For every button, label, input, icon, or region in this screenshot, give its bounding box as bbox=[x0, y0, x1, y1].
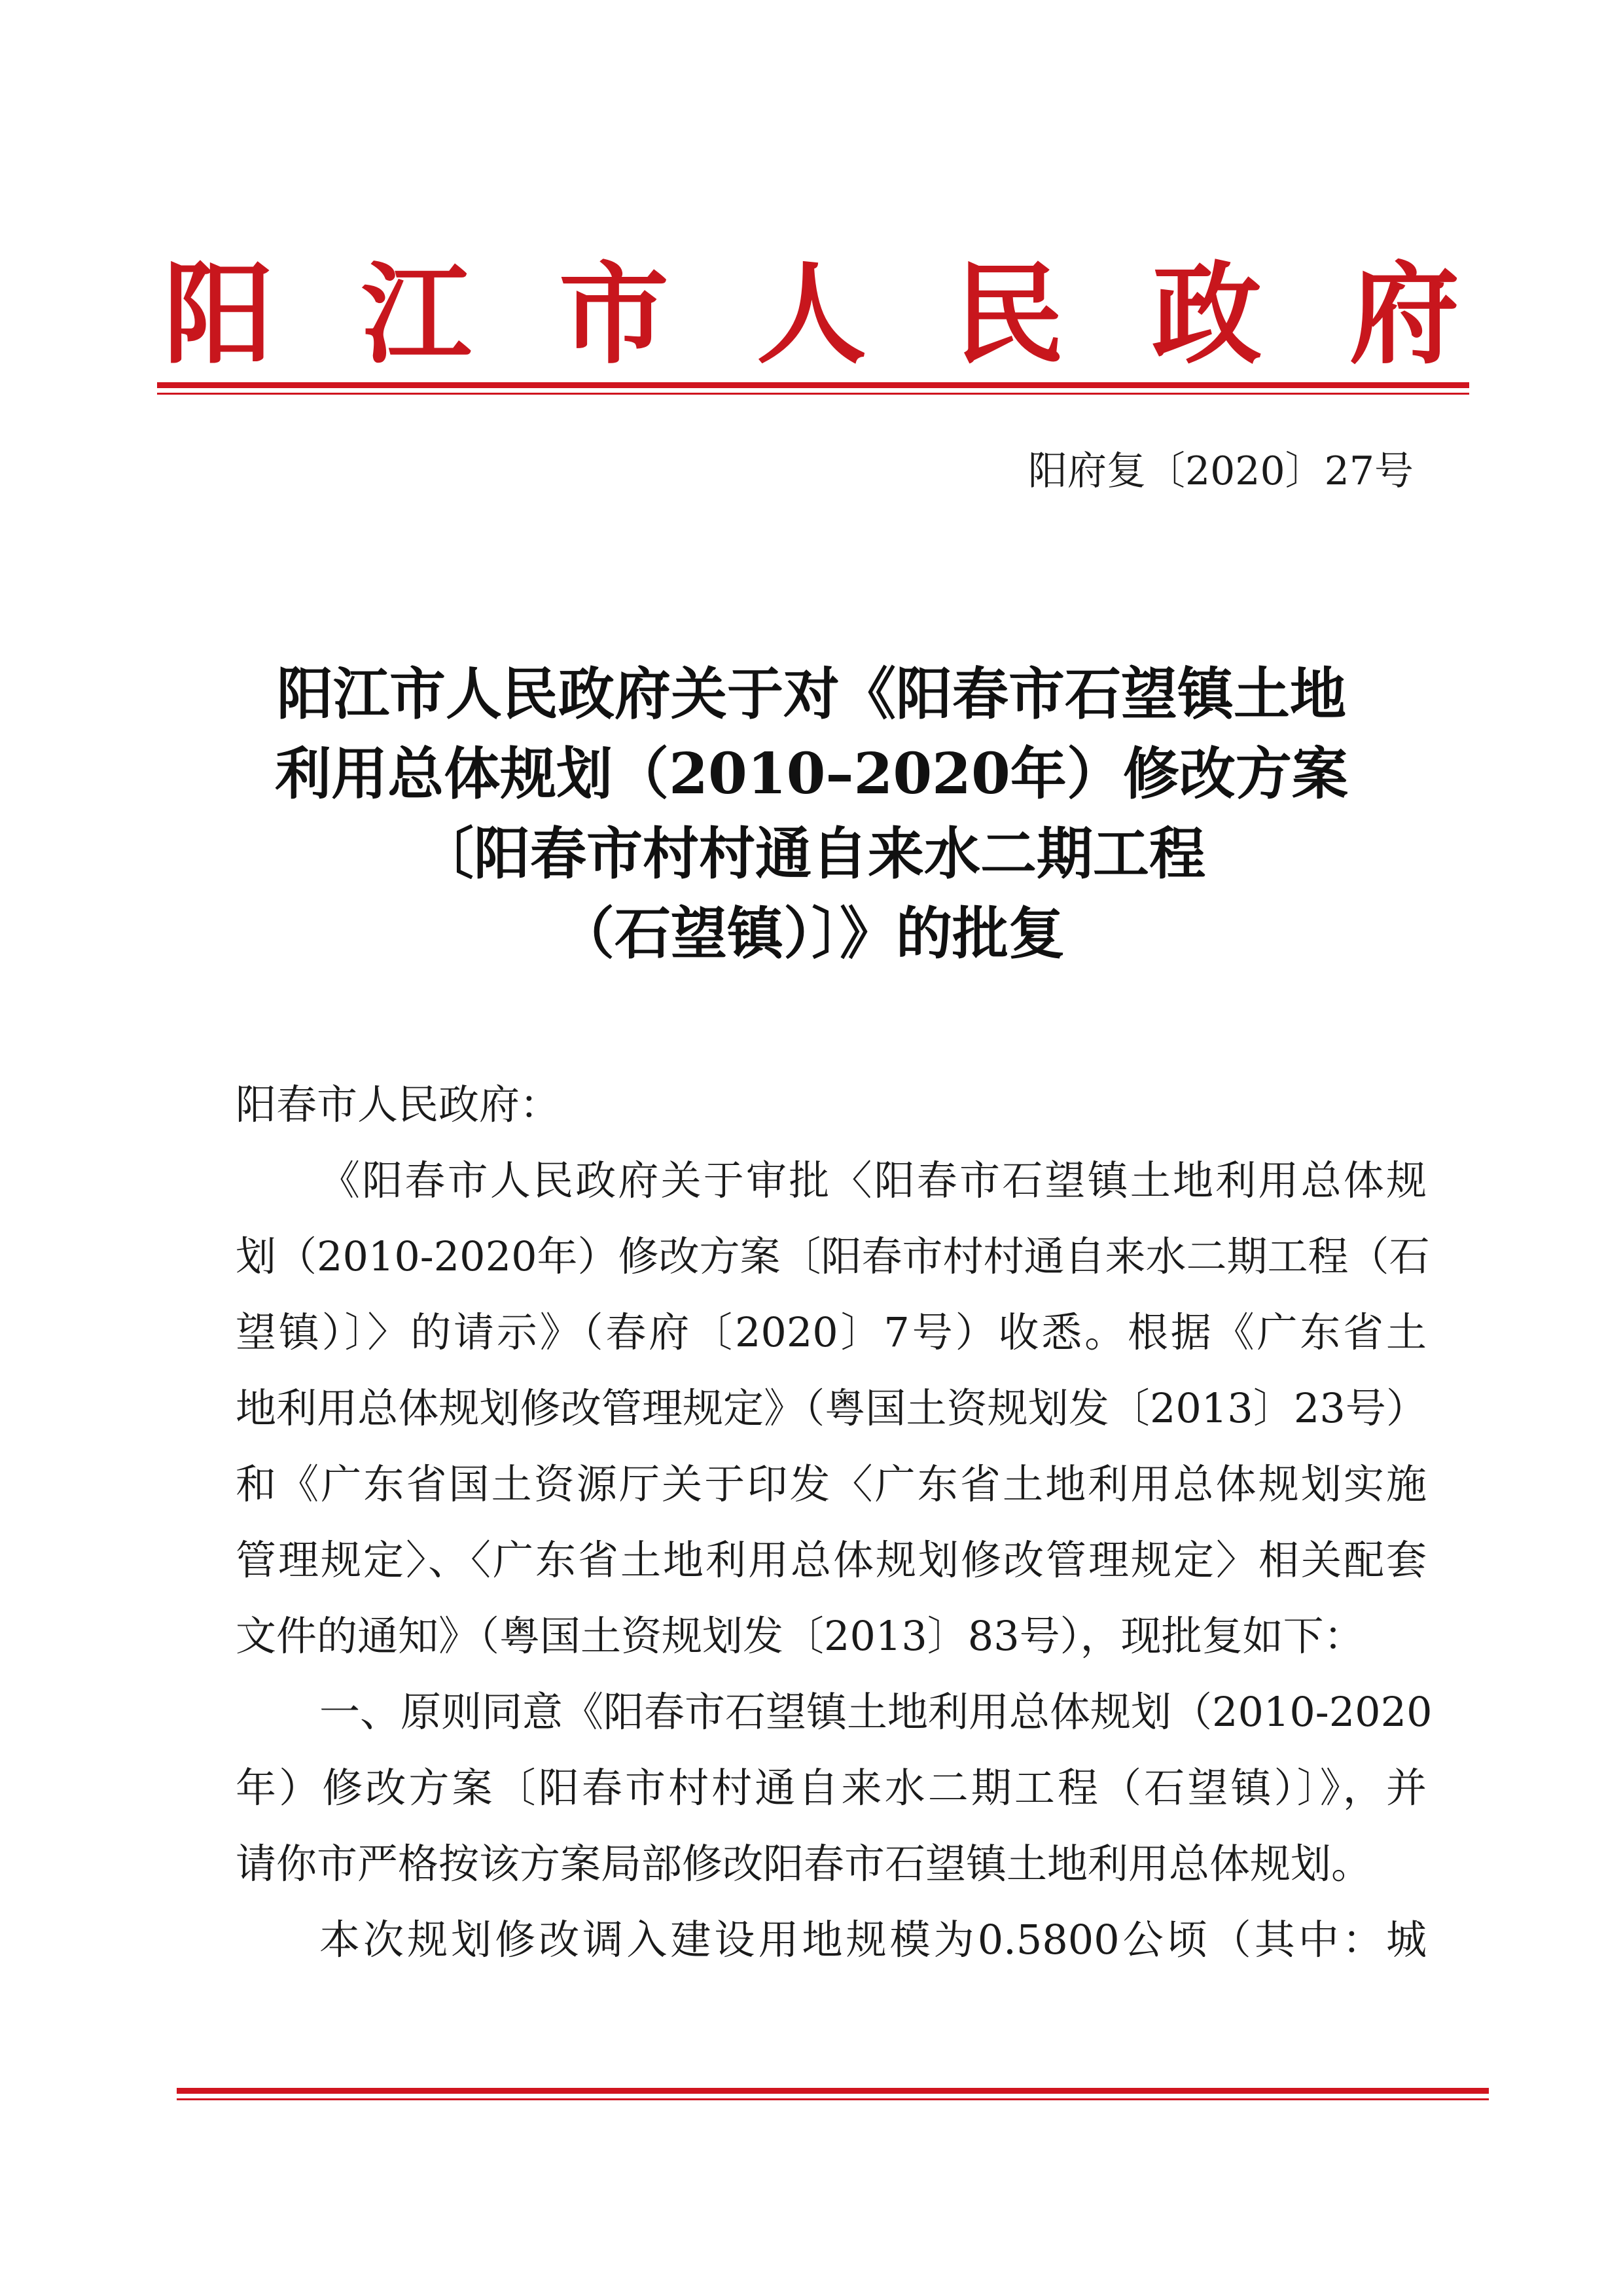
paragraph-line: 管理规定〉、〈广东省土地利用总体规划修改管理规定〉相关配套 bbox=[236, 1536, 1427, 1584]
issuer-char: 政 bbox=[1152, 249, 1262, 379]
header-red-rule-thin bbox=[157, 393, 1469, 395]
paragraph-line: 一、原则同意《阳春市石望镇土地利用总体规划（2010-2020 bbox=[319, 1688, 1433, 1736]
paragraph-line: 划（2010-2020年）修改方案〔阳春市村村通自来水二期工程（石 bbox=[236, 1232, 1430, 1280]
paragraph-line: 年）修改方案〔阳春市村村通自来水二期工程（石望镇）〕》，并 bbox=[236, 1764, 1427, 1812]
header-red-rule bbox=[157, 382, 1469, 388]
issuer-char: 阳 bbox=[164, 249, 274, 379]
issuer-header bbox=[164, 249, 1459, 380]
document-number: 阳府复〔2020〕27号 bbox=[1027, 448, 1414, 494]
issuer-char: 府 bbox=[1349, 249, 1459, 379]
title-line: （石望镇）〕》的批复 bbox=[558, 901, 1065, 967]
paragraph-line: 请你市严格按该方案局部修改阳春市石望镇土地利用总体规划。 bbox=[236, 1840, 1372, 1888]
paragraph-line: 本次规划修改调入建设用地规模为0.5800公顷（其中：城 bbox=[319, 1916, 1427, 1964]
title-line: 〔阳春市村村通自来水二期工程 bbox=[418, 821, 1205, 887]
title-line: 阳江市人民政府关于对《阳春市石望镇土地 bbox=[277, 661, 1346, 727]
paragraph-line: 和《广东省国土资源厅关于印发〈广东省土地利用总体规划实施 bbox=[236, 1460, 1427, 1508]
document-body bbox=[236, 1067, 1433, 1978]
document-title bbox=[196, 655, 1427, 974]
salutation: 阳春市人民政府： bbox=[236, 1081, 561, 1128]
paragraph-line: 地利用总体规划修改管理规定》（粤国土资规划发〔2013〕23号） bbox=[236, 1384, 1427, 1432]
paragraph-line: 文件的通知》（粤国土资规划发〔2013〕83号），现批复如下： bbox=[236, 1612, 1364, 1660]
footer-red-rule-thin bbox=[177, 2098, 1489, 2100]
paragraph-line: 《阳春市人民政府关于审批〈阳春市石望镇土地利用总体规 bbox=[319, 1157, 1427, 1204]
issuer-char: 市 bbox=[559, 249, 669, 379]
footer-red-rule bbox=[177, 2088, 1489, 2094]
issuer-char: 江 bbox=[361, 249, 471, 379]
paragraph-line: 望镇）〕〉的请示》（春府〔2020〕7号）收悉。根据《广东省土 bbox=[236, 1308, 1427, 1356]
issuer-char: 人 bbox=[757, 249, 866, 379]
issuer-char: 民 bbox=[954, 249, 1064, 379]
title-line: 利用总体规划（2010–2020年）修改方案 bbox=[275, 741, 1348, 807]
